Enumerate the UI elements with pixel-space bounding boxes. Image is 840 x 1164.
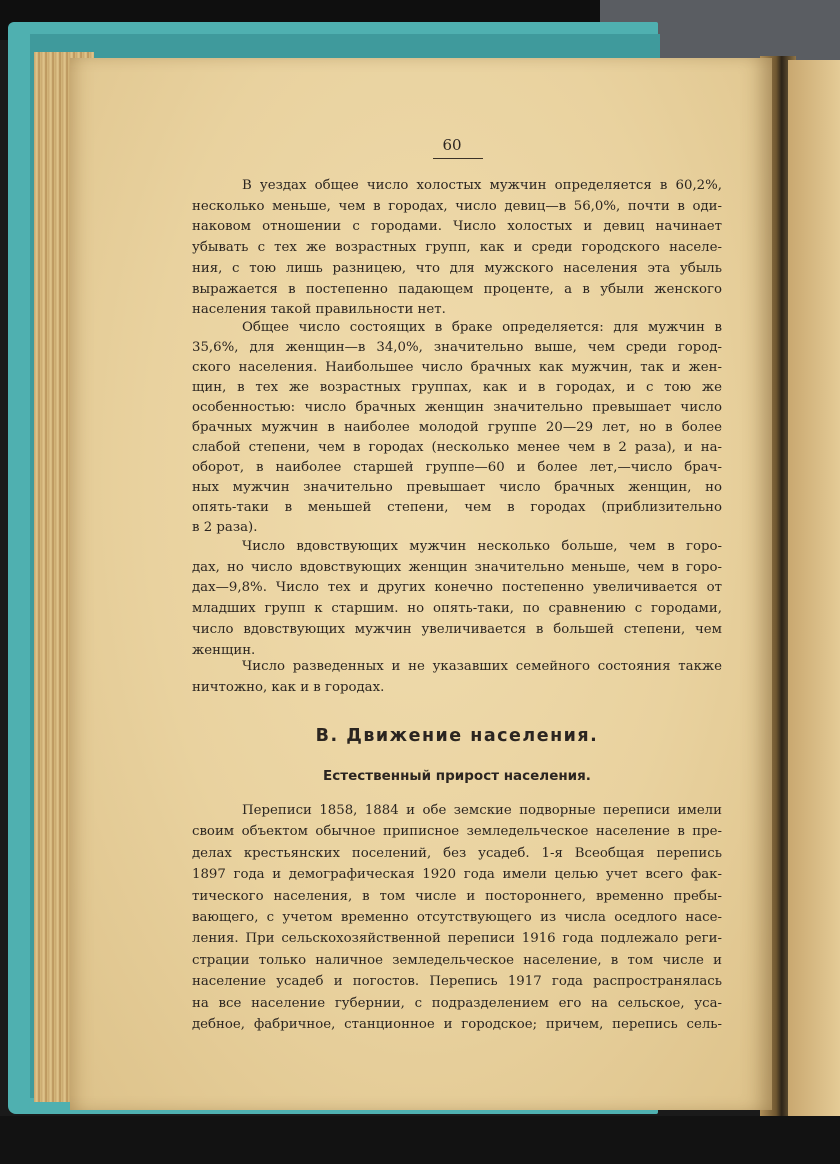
text-line: своим объектом обычное приписное земледельческое население в пре- (192, 824, 722, 840)
text-line: дебное, фабричное, станционное и городское; причем, перепись сель- (192, 1017, 722, 1033)
text-line: несколько меньше, чем в городах, число девиц—в 56,0%, почти в оди- (192, 198, 722, 214)
text-line: брачных мужчин в наиболее молодой группе 20—29 лет, но в более (192, 420, 722, 435)
facing-page-edge (788, 60, 840, 1120)
text-line: число вдовствующих мужчин увеличивается в большей степени, чем (192, 621, 722, 637)
text-line: Переписи 1858, 1884 и обе земские подворные переписи имели (242, 803, 722, 818)
page-number: 60 (442, 136, 462, 154)
text-line: Число вдовствующих мужчин несколько больше, чем в горо- (242, 539, 722, 554)
text-line: Число разведенных и не указавших семейного состояния также (242, 659, 722, 674)
section-heading-wrap (192, 726, 722, 746)
text-line: населения такой правильности нет. (192, 302, 446, 318)
subsection-heading: Естественный прирост населения. (323, 768, 591, 784)
paragraph-2 (192, 318, 722, 538)
subsection-heading-wrap (192, 768, 722, 784)
text-line: щин, в тех же возрастных группах, как и в городах, и с тою же (192, 380, 722, 395)
text-line: вающего, с учетом временно отсутствующего из числа оседлого насе- (192, 910, 722, 926)
text-line: в 2 раза). (192, 520, 258, 535)
section-heading: В. Движение населения. (315, 726, 599, 746)
text-line: слабой степени, чем в городах (несколько менее чем в 2 раза), и на- (192, 440, 722, 455)
text-line: младших групп к старшим. но опять-таки, по сравнению с городами, (192, 601, 722, 617)
text-line: Общее число состоящих в браке определяется: для мужчин в (242, 320, 722, 335)
text-line: тического населения, в том числе и постороннего, временно пребы- (192, 888, 722, 904)
text-line: оборот, в наиболее старшей группе—60 и более лет,—число брач- (192, 460, 722, 475)
text-line: делах крестьянских поселений, без усадеб. 1-я Всеобщая перепись (192, 845, 722, 861)
text-line: страции только наличное земледельческое население, в том числе и (192, 952, 722, 968)
text-line: дах—9,8%. Число тех и других конечно постепенно увеличивается от (192, 580, 722, 596)
text-line: опять-таки в меньшей степени, чем в городах (приблизительно (192, 500, 722, 515)
text-line: население усадеб и погостов. Перепись 1917 года распространялась (192, 974, 722, 990)
text-line: убывать с тех же возрастных групп, как и среди городского населе- (192, 240, 722, 256)
text-line: дах, но число вдовствующих женщин значительно меньше, чем в горо- (192, 559, 722, 575)
text-line: ничтожно, как и в городах. (192, 680, 385, 695)
text-line: выражается в постепенно падающем проценте, а в убыли женского (192, 281, 722, 297)
text-line: наковом отношении с городами. Число холостых и девиц начинает (192, 219, 722, 235)
text-line: особенностью: число брачных женщин значительно превышает число (192, 400, 722, 415)
text-line: ния, с тою лишь разницею, что для мужского населения эта убыль (192, 260, 722, 276)
text-line: ных мужчин значительно превышает число брачных женщин, но (192, 480, 722, 495)
text-line: 35,6%, для женщин—в 34,0%, значительно выше, чем среди город- (192, 340, 722, 355)
paragraph-3 (192, 537, 722, 661)
text-line: В уездах общее число холостых мужчин определяется в 60,2%, (242, 178, 722, 193)
page-number-rule (433, 158, 483, 159)
text-line: на все население губернии, с подразделением его на сельское, уса- (192, 995, 722, 1011)
text-line: женщин. (192, 642, 256, 658)
text-line: ления. При сельскохозяйственной переписи 1916 года подлежало реги- (192, 931, 722, 947)
text-line: ского населения. Наибольшее число брачных как мужчин, так и жен- (192, 360, 722, 375)
dark-background-bottom (0, 1116, 840, 1164)
paragraph-4 (192, 656, 722, 698)
paragraph-5 (192, 800, 722, 1035)
paragraph-1 (192, 176, 722, 321)
text-line: 1897 года и демографическая 1920 года имели целью учет всего фак- (192, 867, 722, 883)
